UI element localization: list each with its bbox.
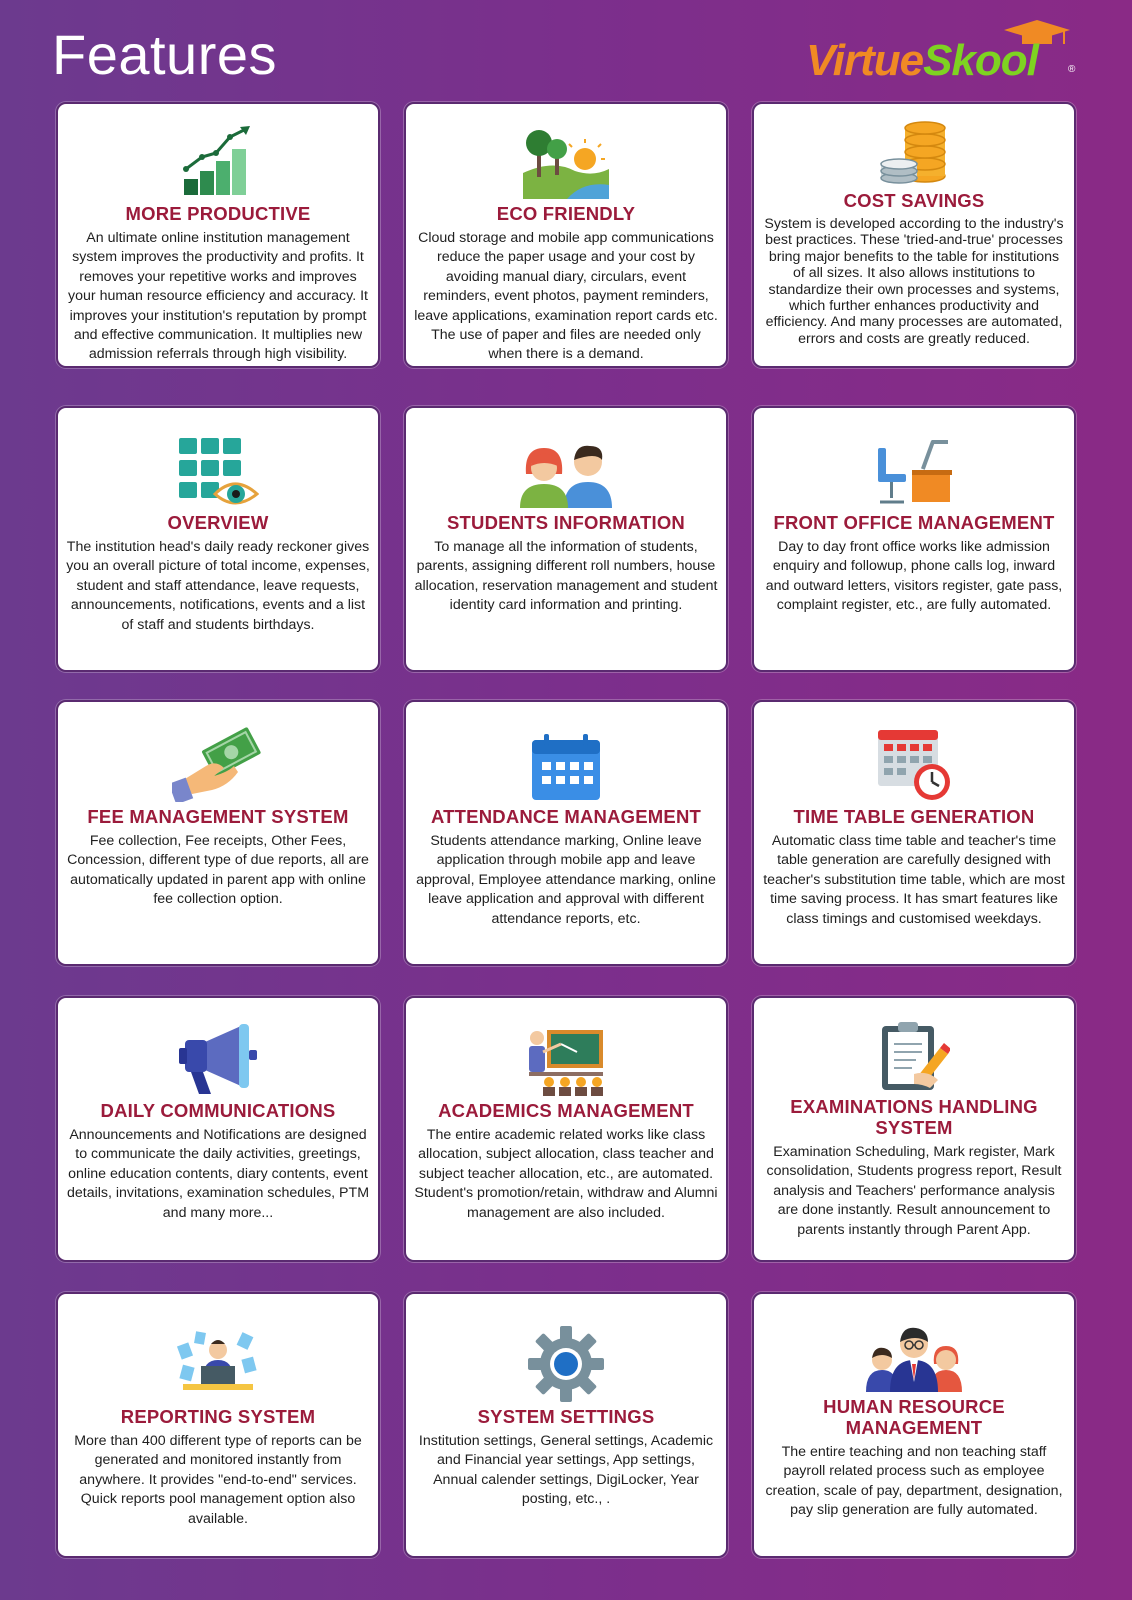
feature-card-reporting-system (56, 1292, 380, 1558)
logo-part-skool: Skool (923, 36, 1038, 85)
feature-title: SYSTEM SETTINGS (477, 1406, 655, 1427)
feature-card-examinations-handling-system (752, 996, 1076, 1262)
classroom-icon (414, 998, 718, 1096)
money-hand-icon (66, 702, 370, 802)
feature-description: System is developed according to the industry's best practices. These 'tried-and-true' processes bring major benefits to the table for institutions of all sizes. It also allows institutions to standardize their own processes and systems, which further enhances productivity and efficiency. And many processes are automated, errors and costs are greatly reduced. (764, 216, 1064, 347)
logo-wordmark (806, 36, 1038, 86)
team-icon (762, 1294, 1066, 1392)
feature-title: COST SAVINGS (843, 190, 985, 211)
feature-description: An ultimate online institution management system improves the productivity and profits. It removes your repetitive works and improves your human resource efficiency and accuracy. It improves your institution's reputation by prompt and effective communication. It multiplies new admission referrals through high visibility. (68, 230, 368, 363)
clipboard-pencil-icon (762, 998, 1066, 1092)
feature-description: Institution settings, General settings, Academic and Financial year settings, App settings, Annual calender settings, DigiLocker, Year posting, etc., . (418, 1433, 714, 1508)
feature-description: Students attendance marking, Online leave application through mobile app and leave approval, Employee attendance marking, online leave application and approval with different attendance reports, etc. (416, 833, 716, 927)
feature-title: EXAMINATIONS HANDLING SYSTEM (790, 1096, 1038, 1138)
grid-eye-icon (66, 408, 370, 508)
coin-stack-icon (762, 104, 1066, 186)
feature-card-system-settings (404, 1292, 728, 1558)
feature-description: Automatic class time table and teacher's time table generation are carefully designed with teacher's substitution time table, which are most time saving process. It has smart features like class timings and customised weekdays. (763, 833, 1065, 927)
feature-card-overview (56, 406, 380, 672)
feature-description: Cloud storage and mobile app communications reduce the paper usage and your cost by avoiding manual diary, circulars, event reminders, event photos, payment reminders, leave applications, examination report cards etc. The use of paper and files are needed only when there is a demand. (414, 230, 718, 363)
feature-description: Day to day front office works like admission enquiry and followup, phone calls log, inward and outward letters, visitors register, gate pass, complaint register, etc., are fully automated. (765, 539, 1063, 614)
megaphone-icon (66, 998, 370, 1096)
feature-card-students-information (404, 406, 728, 672)
feature-title: ATTENDANCE MANAGEMENT (430, 806, 702, 827)
feature-description: More than 400 different type of reports can be generated and monitored instantly from anywhere. It provides "end-to-end" services. Quick reports pool management option also available. (74, 1433, 362, 1527)
feature-description: Announcements and Notifications are designed to communicate the daily activities, greetings, online education contents, diary contents, event details, invitations, examination schedules, PTM and many more... (66, 1127, 370, 1221)
feature-card-cost-savings (752, 102, 1076, 368)
eco-landscape-icon (414, 104, 718, 199)
feature-card-fee-management-system (56, 700, 380, 966)
feature-card-human-resource-management (752, 1292, 1076, 1558)
growth-chart-icon (66, 104, 370, 199)
feature-title: FRONT OFFICE MANAGEMENT (773, 512, 1055, 533)
feature-description: The entire academic related works like class allocation, subject allocation, class teacher and subject teacher allocation, etc., are automated. Student's promotion/retain, withdraw and Alumni management are also included. (414, 1127, 718, 1221)
office-desk-icon (762, 408, 1066, 508)
feature-card-time-table-generation (752, 700, 1076, 966)
feature-title: MORE PRODUCTIVE (125, 203, 311, 224)
feature-title: STUDENTS INFORMATION (447, 512, 685, 533)
feature-description: The institution head's daily ready reckoner gives you an overall picture of total income, expenses, student and staff attendance, leave requests, announcements, notifications, events and a list of staff and students birthdays. (66, 539, 370, 633)
feature-card-more-productive (56, 102, 380, 368)
feature-title: REPORTING SYSTEM (120, 1406, 316, 1427)
feature-title: TIME TABLE GENERATION (793, 806, 1035, 827)
feature-card-daily-communications (56, 996, 380, 1262)
feature-title: ACADEMICS MANAGEMENT (438, 1100, 694, 1121)
feature-card-front-office-management (752, 406, 1076, 672)
feature-card-academics-management (404, 996, 728, 1262)
logo-part-virtue: Virtue (806, 36, 924, 85)
feature-title: FEE MANAGEMENT SYSTEM (87, 806, 349, 827)
calendar-icon (414, 702, 718, 802)
feature-title: ECO FRIENDLY (496, 203, 636, 224)
feature-description: To manage all the information of students, parents, assigning different roll numbers, house allocation, reservation management and student identity card information and printing. (414, 539, 718, 614)
feature-title: DAILY COMMUNICATIONS (100, 1100, 336, 1121)
feature-title: OVERVIEW (167, 512, 269, 533)
feature-card-attendance-management (404, 700, 728, 966)
brand-logo (806, 18, 1078, 84)
feature-card-eco-friendly (404, 102, 728, 368)
feature-description: Examination Scheduling, Mark register, Mark consolidation, Students progress report, Result analysis and Teachers' performance analysis are done instantly. Result announcement to parents instantly through Parent App. (766, 1144, 1062, 1238)
gear-icon (414, 1294, 718, 1402)
reporting-desk-icon (66, 1294, 370, 1402)
calendar-clock-icon (762, 702, 1066, 802)
students-icon (414, 408, 718, 508)
registered-mark: ® (1068, 64, 1076, 75)
feature-description: Fee collection, Fee receipts, Other Fees, Concession, different type of due reports, all are automatically updated in parent app with online fee collection option. (67, 833, 369, 908)
feature-description: The entire teaching and non teaching staff payroll related process such as employee creation, scale of pay, department, designation, pay slip generation are fully automated. (765, 1444, 1063, 1519)
page-title: Features (52, 23, 277, 86)
feature-title: HUMAN RESOURCE MANAGEMENT (823, 1396, 1005, 1438)
